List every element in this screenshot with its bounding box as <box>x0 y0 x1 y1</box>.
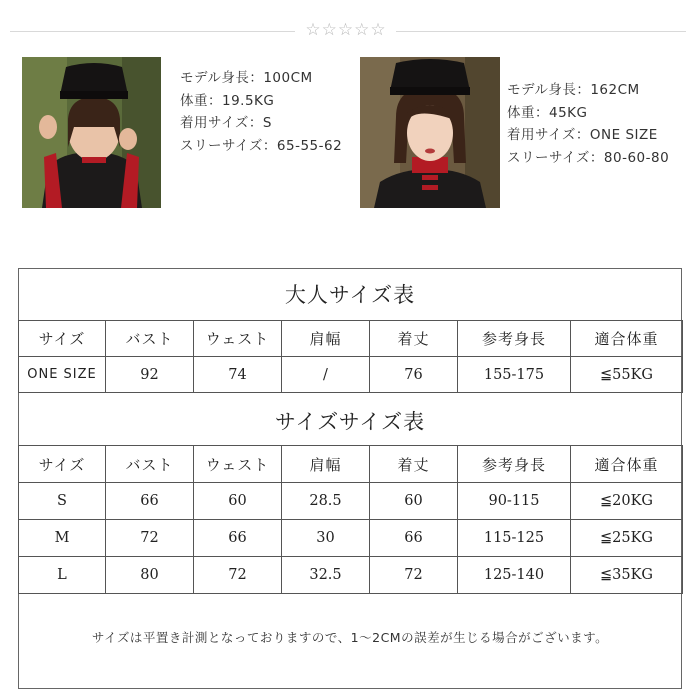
cell-size: L <box>19 557 106 594</box>
cell-fit-weight: ≦35KG <box>571 557 683 594</box>
header-bust: バスト <box>106 321 194 357</box>
header-fit-weight: 適合体重 <box>571 321 683 357</box>
cell-length: 76 <box>370 357 458 393</box>
table-row <box>19 557 683 594</box>
child-model-photo <box>22 57 161 208</box>
cell-shoulder: 30 <box>282 520 370 557</box>
table-row <box>19 357 683 393</box>
adult-worn-size: 着用サイズ：ONE SIZE <box>507 127 658 143</box>
child-measurements: スリーサイズ：65-55-62 <box>180 137 343 154</box>
header-fit-weight: 適合体重 <box>571 446 683 483</box>
cell-ref-height: 90-115 <box>458 483 571 520</box>
cell-waist: 66 <box>194 520 282 557</box>
cell-ref-height: 155-175 <box>458 357 571 393</box>
cell-length: 66 <box>370 520 458 557</box>
adult-size-table <box>18 320 683 393</box>
header-ref-height: 参考身長 <box>458 321 571 357</box>
header-ref-height: 参考身長 <box>458 446 571 483</box>
cell-size: S <box>19 483 106 520</box>
cell-fit-weight: ≦25KG <box>571 520 683 557</box>
cell-waist: 74 <box>194 357 282 393</box>
kids-size-table <box>18 445 683 594</box>
child-worn-size: 着用サイズ：S <box>180 115 272 131</box>
table-row <box>19 520 683 557</box>
table-row <box>19 483 683 520</box>
cell-length: 60 <box>370 483 458 520</box>
cell-bust: 72 <box>106 520 194 557</box>
cell-bust: 80 <box>106 557 194 594</box>
adult-weight: 体重：45KG <box>507 104 588 121</box>
cell-shoulder: 32.5 <box>282 557 370 594</box>
cell-bust: 66 <box>106 483 194 520</box>
cell-ref-height: 115-125 <box>458 520 571 557</box>
kids-size-chart-title: サイズサイズ表 <box>274 410 426 434</box>
table-header-row <box>19 321 683 357</box>
adult-measurements: スリーサイズ：80-60-80 <box>507 149 670 166</box>
measurement-note: サイズは平置き計測となっておりますので、1～2CMの誤差が生じる場合がございます。 <box>91 630 609 645</box>
cell-length: 72 <box>370 557 458 594</box>
cell-fit-weight: ≦20KG <box>571 483 683 520</box>
header-length: 着丈 <box>370 446 458 483</box>
cell-fit-weight: ≦55KG <box>571 357 683 393</box>
adult-size-chart-title: 大人サイズ表 <box>284 283 416 307</box>
adult-model-photo <box>360 57 500 208</box>
cell-shoulder: / <box>282 357 370 393</box>
cell-waist: 60 <box>194 483 282 520</box>
header-shoulder: 肩幅 <box>282 321 370 357</box>
header-bust: バスト <box>106 446 194 483</box>
header-divider-left <box>10 31 295 32</box>
cell-shoulder: 28.5 <box>282 483 370 520</box>
header-length: 着丈 <box>370 321 458 357</box>
header-size: サイズ <box>19 321 106 357</box>
table-header-row <box>19 446 683 483</box>
cell-waist: 72 <box>194 557 282 594</box>
header-size: サイズ <box>19 446 106 483</box>
adult-height: モデル身長：162CM <box>507 82 640 98</box>
child-height: モデル身長：100CM <box>180 70 313 86</box>
star-rating-decoration: ☆☆☆☆☆ <box>305 20 387 40</box>
header-shoulder: 肩幅 <box>282 446 370 483</box>
cell-ref-height: 125-140 <box>458 557 571 594</box>
cell-size: M <box>19 520 106 557</box>
cell-size: ONE SIZE <box>19 357 106 393</box>
header-divider-right <box>396 31 686 32</box>
header-waist: ウェスト <box>194 321 282 357</box>
header-waist: ウェスト <box>194 446 282 483</box>
child-weight: 体重：19.5KG <box>180 92 275 109</box>
adult-model-specs <box>507 79 669 169</box>
cell-bust: 92 <box>106 357 194 393</box>
child-model-specs <box>180 67 342 157</box>
